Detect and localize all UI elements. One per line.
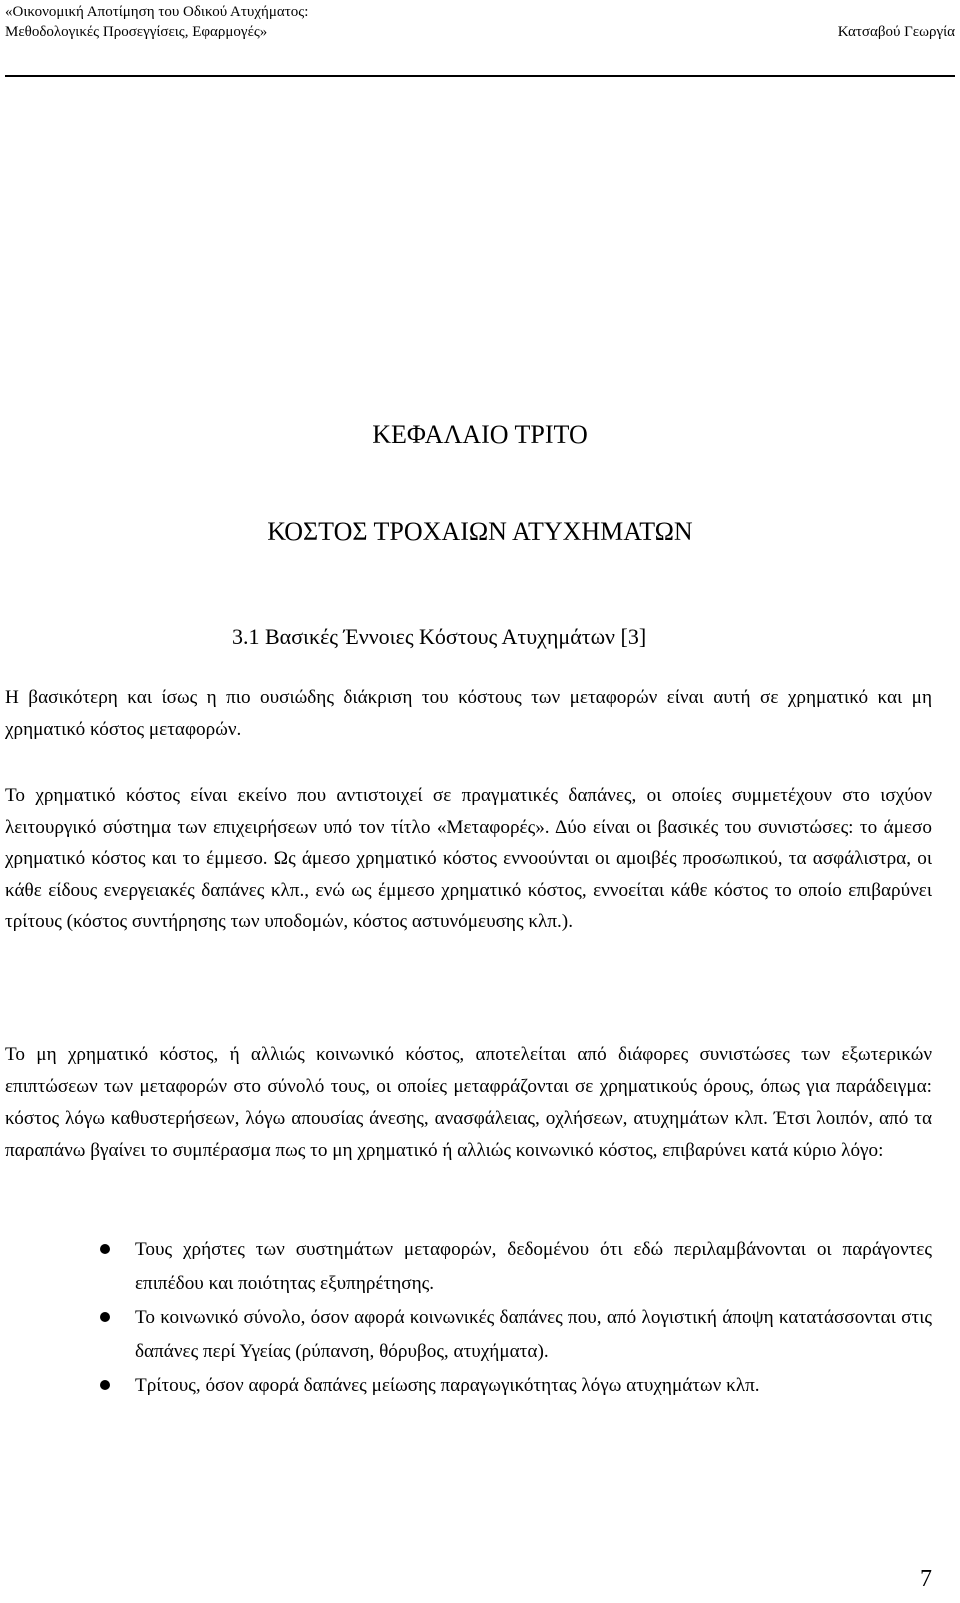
- header-title-line-2: Μεθοδολογικές Προσεγγίσεις, Εφαρμογές»: [5, 24, 268, 40]
- header-title-line-1: «Οικονομική Αποτίμηση του Οδικού Ατυχήματος:: [5, 4, 309, 20]
- bullet-item-text: Το κοινωνικό σύνολο, όσον αφορά κοινωνικές δαπάνες που, από λογιστική άποψη κατατάσσονται στις δαπάνες περί Υγείας (ρύπανση, θόρυβος, ατυχήματα).: [135, 1307, 932, 1362]
- paragraph-1: [5, 682, 932, 745]
- bullet-item-3: [100, 1369, 932, 1403]
- paragraph-3-text: Το μη χρηματικό κόστος, ή αλλιώς κοινωνικό κόστος, αποτελείται από διάφορες συνιστώσες των εξωτερικών επιπτώσεων των μεταφορών στο σύνολό τους, οι οποίες μεταφράζονται σε χρηματικούς όρους, όπως για παράδειγμα: κόστος λόγω καθυστερήσεων, λόγω απουσίας άνεσης, ανασφάλειας, οχλήσεων, ατυχημάτων κλπ. Έτσι λοιπόν, από τα παραπάνω βγαίνει το συμπέρασμα πως το μη χρηματικό ή αλλιώς κοινωνικό κόστος, επιβαρύνει κατά κύριο λόγο:: [5, 1044, 932, 1161]
- paragraph-2: [5, 780, 932, 938]
- bullet-item-2: [100, 1301, 932, 1369]
- bullet-item-text: Τους χρήστες των συστημάτων μεταφορών, δεδομένου ότι εδώ περιλαμβάνονται οι παράγοντες επιπέδου και ποιότητας εξυπηρέτησης.: [135, 1239, 932, 1294]
- bullet-dot-icon: [100, 1312, 110, 1322]
- chapter-subtitle: ΚΟΣΤΟΣ ΤΡΟΧΑΙΩΝ ΑΤΥΧΗΜΑΤΩΝ: [267, 517, 693, 546]
- bullet-item-text: Τρίτους, όσον αφορά δαπάνες μείωσης παραγωγικότητας λόγω ατυχημάτων κλπ.: [135, 1375, 760, 1396]
- paragraph-2-text: Το χρηματικό κόστος είναι εκείνο που αντιστοιχεί σε πραγματικές δαπάνες, οι οποίες συμμετέχουν στο ισχύον λειτουργικό σύστημα των επιχειρήσεων υπό τον τίτλο «Μεταφορές». Δύο είναι οι βασικές του συνιστώσες: το άμεσο χρηματικό κόστος και το έμμεσο. Ως άμεσο χρηματικό κόστος εννοούνται οι αμοιβές προσωπικού, τα ασφάλιστρα, οι κάθε είδους ενεργειακές δαπάνες κλπ., ενώ ως έμμεσο χρηματικό κόστος, εννοείται κάθε κόστος το οποίο επιβαρύνει τρίτους (κόστος συντήρησης των υποδομών, κόστος αστυνόμευσης κλπ.).: [5, 785, 932, 932]
- header-divider: [5, 75, 955, 77]
- bullet-list: [100, 1233, 932, 1403]
- bullet-item-1: [100, 1233, 932, 1301]
- header-author: Κατσαβού Γεωργία: [837, 24, 955, 40]
- page-number: 7: [920, 1566, 932, 1592]
- chapter-title: ΚΕΦΑΛΑΙΟ ΤΡΙΤΟ: [372, 420, 588, 449]
- paragraph-3: [5, 1039, 932, 1167]
- section-heading: 3.1 Βασικές Έννοιες Κόστους Ατυχημάτων [3]: [232, 624, 647, 649]
- bullet-dot-icon: [100, 1380, 110, 1390]
- bullet-dot-icon: [100, 1244, 110, 1254]
- running-header: [5, 2, 955, 58]
- paragraph-1-text: Η βασικότερη και ίσως η πιο ουσιώδης διάκριση του κόστους των μεταφορών είναι αυτή σε χρηματικό και μη χρηματικό κόστος μεταφορών.: [5, 687, 932, 740]
- header-document-title: [5, 2, 308, 42]
